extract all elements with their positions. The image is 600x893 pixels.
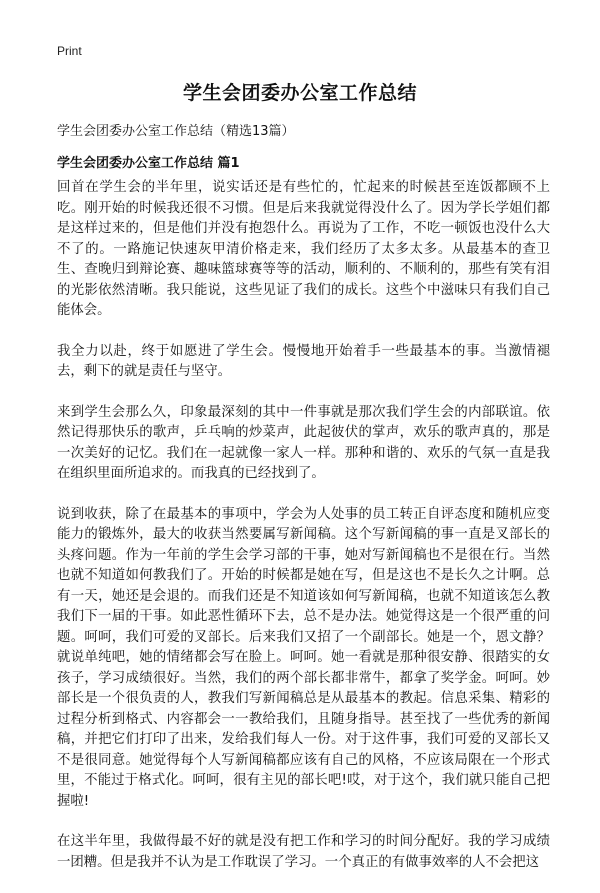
paragraph: 我全力以赴，终于如愿进了学生会。慢慢地开始着手一些最基本的事。当激情褪去，剩下的就是责任与坚守。 [57, 343, 550, 379]
document-subtitle: 学生会团委办公室工作总结（精选13篇） [57, 124, 295, 139]
article-body [57, 178, 550, 893]
section-heading: 学生会团委办公室工作总结 篇1 [57, 156, 240, 171]
paragraph: 说到收获，除了在最基本的事项中，学会为人处事的员工转正自评态度和随机应变能力的锻炼外，最大的收获当然要属写新闻稿。这个写新闻稿的事一直是叉部长的头疼问题。作为一年前的学生会学习部的干事，她对写新闻稿也不是很在行。当然也就不知道如何教我们了。开始的时候都是她在写，但是这也不是长久之计啊。总有一天，她还是会退的。而我们还是不知道该如何写新闻稿，也就不知道该怎么教我们下一届的干事。如此恶性循环下去，总不是办法。她觉得这是一个很严重的问题。呵呵，我们可爱的叉部长。后来我们又招了一个副部长。她是一个，恩文静？就说单纯吧，她的情绪都会写在脸上。呵呵。她一看就是那种很安静、很踏实的女孩子，学习成绩很好。当然，我们的两个部长都非常牛，都拿了奖学金。呵呵。妙部长是一个很负责的人，教我们写新闻稿总是从最基本的教起。信息采集、精彩的过程分析到格式、内容都会一一教给我们，且随身指导。甚至找了一些优秀的新闻稿，并把它们打印了出来，发给我们每人一份。对于这件事，我们可爱的叉部长又不是很同意。她觉得每个人写新闻稿都应该有自己的风格，不应该局限在一个形式里，不能过于格式化。呵呵，很有主见的部长吧!哎，对于这个，我们就只能自己把握啦! [57, 506, 550, 809]
print-label: Print [57, 44, 82, 58]
paragraph: 回首在学生会的半年里，说实话还是有些忙的，忙起来的时候甚至连饭都顾不上吃。刚开始的时候我还很不习惯。但是后来我就觉得没什么了。因为学长学姐们都是这样过来的，但是他们并没有抱怨什么。再说为了工作，不吃一顿饭也没什么大不了的。一路施记快速灰甲清价格走来，我们经历了太多太多。从最基本的查卫生、查晚归到辩论赛、趣味篮球赛等等的活动，顺利的、不顺利的，那些有笑有泪的光影依然清晰。我只能说，这些见证了我们的成长。这些个中滋味只有我们自己能体会。 [57, 180, 550, 318]
page-title: 学生会团委办公室工作总结 [182, 82, 417, 104]
paragraph: 在这半年里，我做得最不好的就是没有把工作和学习的时间分配好。我的学习成绩一团糟。但是我并不认为是工作耽误了学习。一个真正的有做事效率的人不会把这 [57, 834, 550, 870]
paragraph: 来到学生会那么久，印象最深刻的其中一件事就是那次我们学生会的内部联谊。依然记得那快乐的歌声，乒乓响的炒菜声，此起彼伏的掌声，欢乐的歌声真的，那是一次美好的记忆。我们在一起就像一家人一样。那种和谐的、欢乐的气氛一直是我在组织里面所追求的。而我真的已经找到了。 [57, 404, 550, 481]
